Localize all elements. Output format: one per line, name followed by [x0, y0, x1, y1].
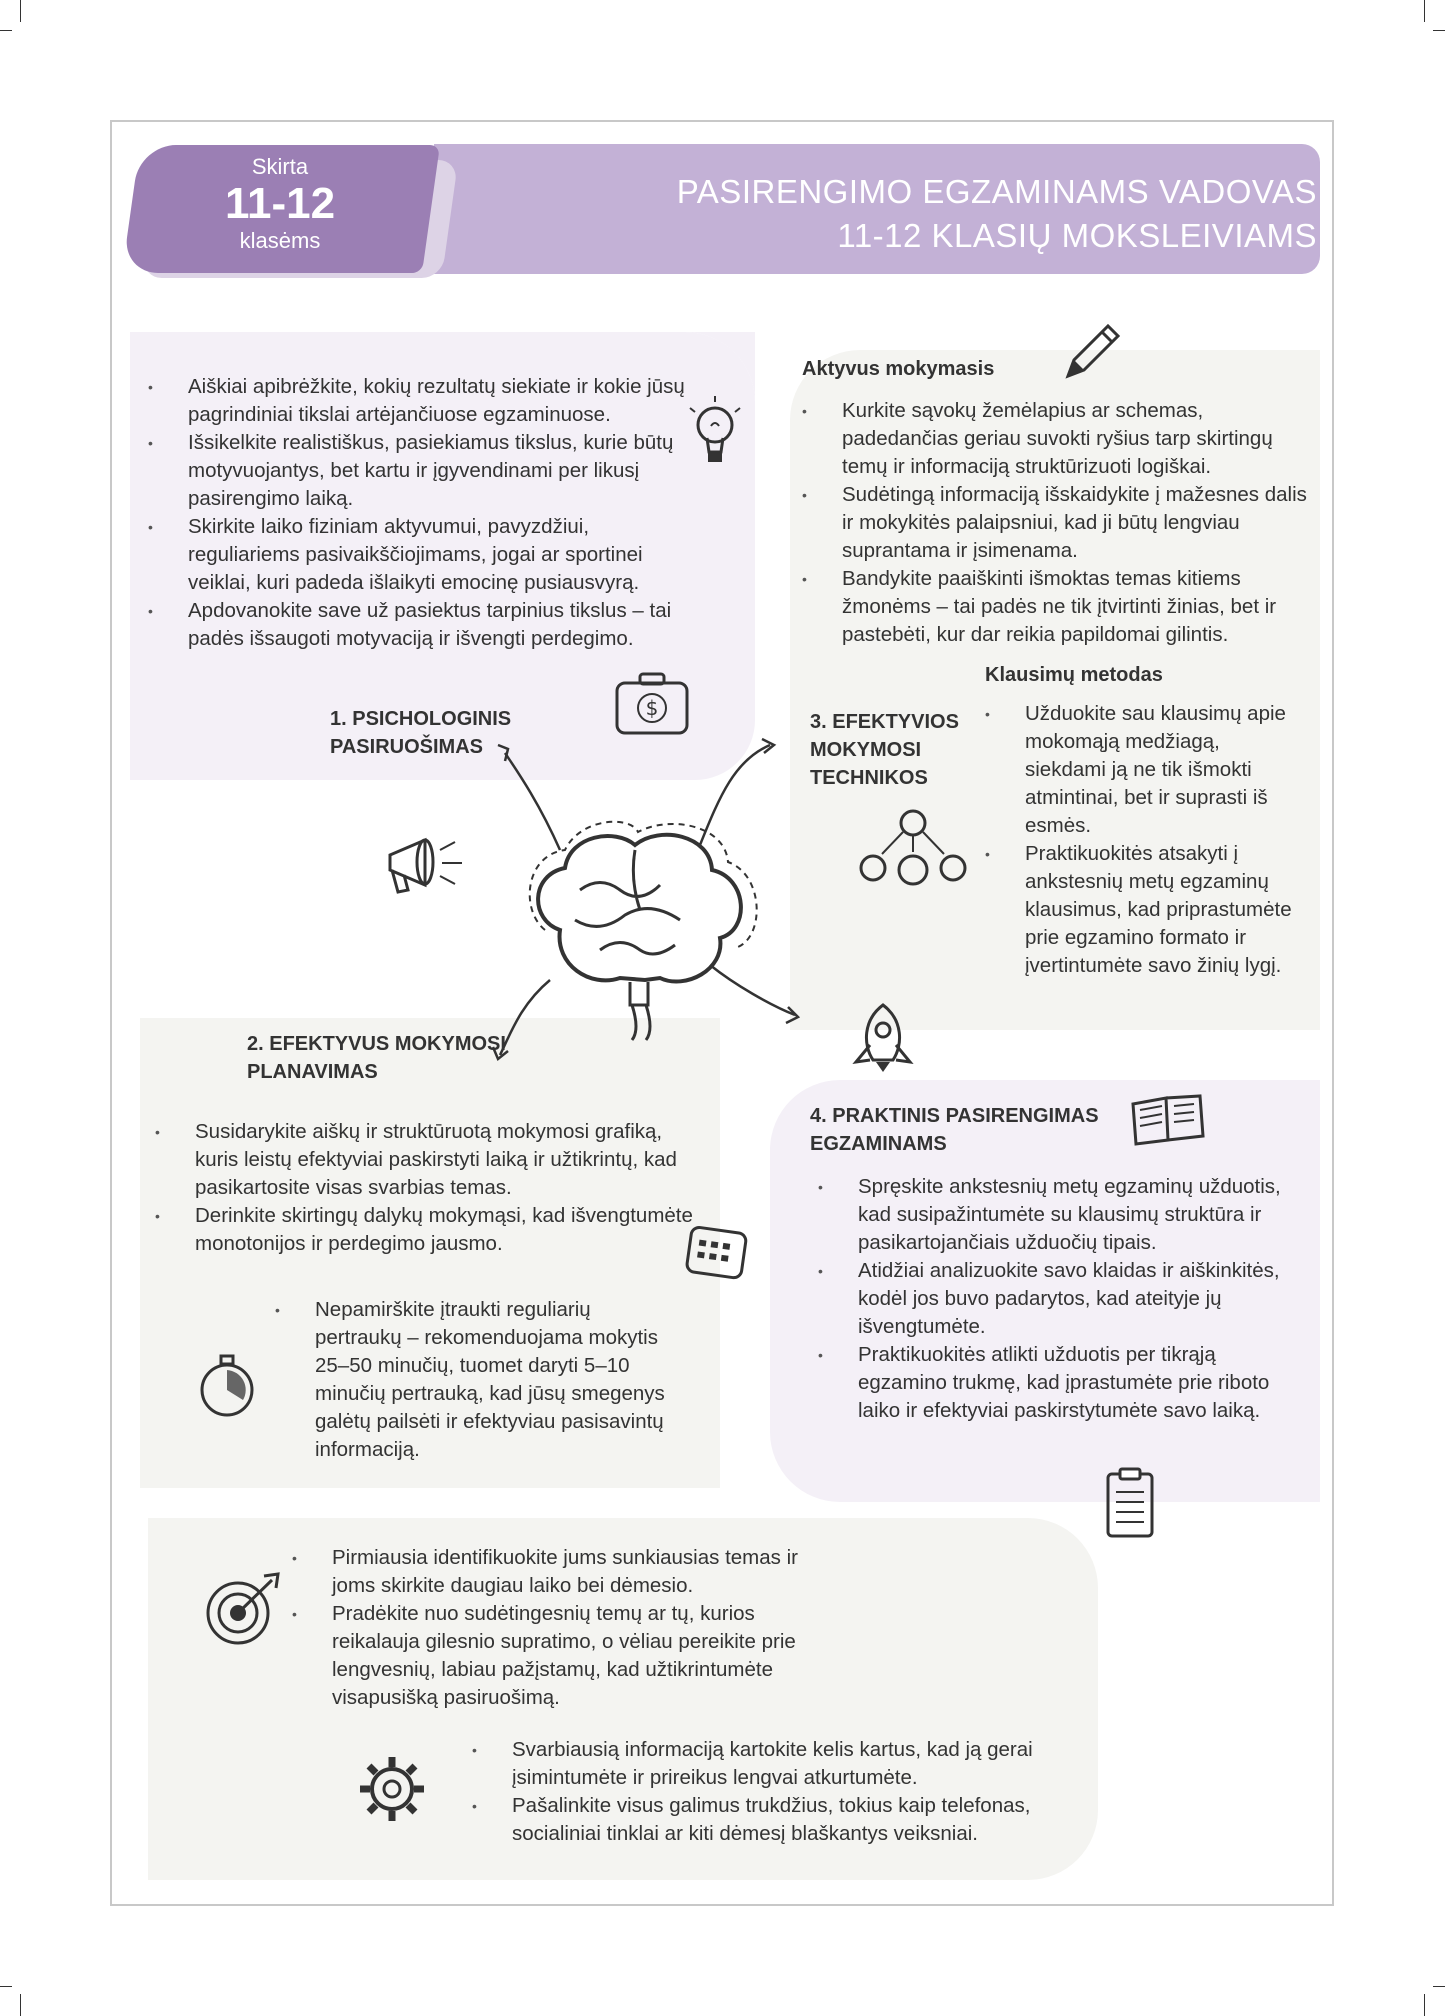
rocket-icon	[848, 1000, 918, 1075]
list-item: • Skirkite laiko fiziniam aktyvumui, pavyzdžiui, reguliariems pasivaikščiojimams, jogai ar sportinei veiklai, kuri padeda išlaikyti emocinę pusiausvyrą.	[148, 513, 688, 597]
active-learning-list	[802, 397, 1322, 649]
crop-mark	[20, 0, 21, 22]
list-item: • Praktikuokitės atlikti užduotis per tikrąją egzamino trukmę, kad įprastumėte prie riboto laiko ir efektyviai paskirstytumėte savo laiką.	[818, 1341, 1308, 1425]
list-item: • Susidarykite aiškų ir struktūruotą mokymosi grafiką, kuris leistų efektyviai paskirstyti laiką ir užtikrintų, kad pasikartosite visas svarbias temas.	[155, 1118, 695, 1202]
section3-heading-line-1: 3. EFEKTYVIOS	[810, 711, 959, 733]
list-item: • Pašalinkite visus galimus trukdžius, tokius kaip telefonas, socialiniai tinklai ar kiti dėmesį blaškantys veiksniai.	[472, 1792, 1092, 1848]
checklist-icon	[1100, 1466, 1160, 1541]
list-item: • Užduokite sau klausimų apie mokomąją medžiagą, siekdami ją ne tik išmokti atmintinai, bet ir suprasti iš esmės.	[985, 700, 1305, 840]
page-title	[677, 170, 1317, 258]
priorities-list	[292, 1544, 832, 1712]
grade-prefix: Skirta	[251, 154, 309, 179]
crop-mark	[1424, 1994, 1425, 2016]
svg-text:$: $	[645, 696, 659, 720]
section2-list	[155, 1118, 695, 1258]
stopwatch-icon	[195, 1348, 260, 1423]
list-item: • Pirmiausia identifikuokite jums sunkiausias temas ir joms skirkite daugiau laiko bei dėmesio.	[292, 1544, 832, 1600]
section2-heading-line-2: PLANAVIMAS	[247, 1061, 378, 1083]
section2-heading-line-1: 2. EFEKTYVUS MOKYMOSI	[247, 1033, 506, 1055]
grade-suffix: klasėms	[239, 228, 321, 253]
section3-heading-line-3: TECHNIKOS	[810, 767, 928, 789]
question-method-list	[985, 700, 1305, 980]
list-item: • Svarbiausią informaciją kartokite kelis kartus, kad ją gerai įsimintumėte ir prireikus lengvai atkurtumėte.	[472, 1736, 1092, 1792]
repetition-list	[472, 1736, 1092, 1848]
gear-icon	[355, 1752, 430, 1827]
title-line-2: 11-12 KLASIŲ MOKSLEIVIAMS	[837, 217, 1317, 254]
connector-arrows	[390, 735, 830, 1075]
list-item: • Atidžiai analizuokite savo klaidas ir aiškinkitės, kodėl jos buvo padarytos, kad ateityje jų išvengtumėte.	[818, 1257, 1308, 1341]
list-item: • Pradėkite nuo sudėtingesnių temų ar tų, kurios reikalauja gilesnio supratimo, o vėliau pereikite prie lengvesnių, labiau pažįstamų, kad užtikrintumėte visapusišką pasiruošimą.	[292, 1600, 832, 1712]
pencil-icon	[1060, 318, 1126, 384]
list-item: • Išsikelkite realistiškus, pasiekiamus tikslus, kurie būtų motyvuojantys, bet kartu ir įgyvendinami per likusį pasirengimo laiką.	[148, 429, 688, 513]
money-suitcase-icon	[612, 668, 692, 738]
grade-range: 11-12	[224, 179, 336, 228]
list-item: • Derinkite skirtingų dalykų mokymąsi, kad išvengtumėte monotonijos ir perdegimo jausmo.	[155, 1202, 695, 1258]
grade-label	[180, 150, 380, 254]
section1-heading-line-1: 1. PSICHOLOGINIS	[330, 708, 512, 730]
section1-heading-line-2: PASIRUOŠIMAS	[330, 736, 483, 758]
crop-mark	[1433, 1986, 1445, 1987]
crop-mark	[1433, 30, 1445, 31]
question-method-title: Klausimų metodas	[985, 664, 1163, 686]
section2-heading	[247, 1030, 506, 1086]
list-item: • Sudėtingą informaciją išskaidykite į mažesnes dalis ir mokykitės palaipsniui, kad ji būtų lengviau suprantama ir įsimenama.	[802, 481, 1322, 565]
crop-mark	[1424, 0, 1425, 22]
crop-mark	[0, 30, 12, 31]
list-item: • Apdovanokite save už pasiektus tarpinius tikslus – tai padės išsaugoti motyvaciją ir išvengti perdegimo.	[148, 597, 688, 653]
section3-heading-line-2: MOKYMOSI	[810, 739, 922, 761]
break-list	[275, 1296, 675, 1464]
target-icon	[200, 1568, 285, 1653]
list-item: • Kurkite sąvokų žemėlapius ar schemas, padedančias geriau suvokti ryšius tarp skirtingų temų ir informaciją struktūrizuoti logiškai.	[802, 397, 1322, 481]
crop-mark	[20, 1994, 21, 2016]
list-item: • Bandykite paaiškinti išmoktas temas kitiems žmonėms – tai padės ne tik įtvirtinti žinias, bet ir pastebėti, kur dar reikia papildomai gilintis.	[802, 565, 1322, 649]
active-learning-title: Aktyvus mokymasis	[802, 358, 995, 380]
section4-heading-line-1: 4. PRAKTINIS PASIRENGIMAS	[810, 1105, 1099, 1127]
section1-list	[148, 373, 688, 653]
section4-list	[818, 1173, 1308, 1425]
list-item: • Nepamirškite įtraukti reguliarių pertraukų – rekomenduojama mokytis 25–50 minučių, tuomet daryti 5–10 minučių pertrauką, kad jūsų smegenys galėtų pailsėti ir efektyviau pasisavintų informaciją.	[275, 1296, 675, 1464]
crop-mark	[0, 1986, 12, 1987]
title-line-1: PASIRENGIMO EGZAMINAMS VADOVAS	[676, 173, 1317, 210]
megaphone-icon	[380, 830, 470, 900]
list-item: • Praktikuokitės atsakyti į ankstesnių metų egzaminų klausimus, kad priprastumėte prie egzamino formato ir įvertintumėte savo žinių lygį.	[985, 840, 1305, 980]
list-item: • Spręskite ankstesnių metų egzaminų užduotis, kad susipažintumėte su klausimų struktūra ir pasikartojančiais užduočių tipais.	[818, 1173, 1308, 1257]
list-item: • Aiškiai apibrėžkite, kokių rezultatų siekiate ir kokie jūsų pagrindiniai tikslai artėjančiuose egzaminuose.	[148, 373, 688, 429]
open-book-icon	[1128, 1092, 1208, 1147]
section4-heading	[810, 1102, 1099, 1158]
section4-heading-line-2: EGZAMINAMS	[810, 1133, 947, 1155]
people-network-icon	[858, 808, 968, 893]
section3-heading	[810, 708, 959, 792]
lightbulb-icon	[690, 400, 740, 475]
calendar-icon	[684, 1220, 749, 1280]
